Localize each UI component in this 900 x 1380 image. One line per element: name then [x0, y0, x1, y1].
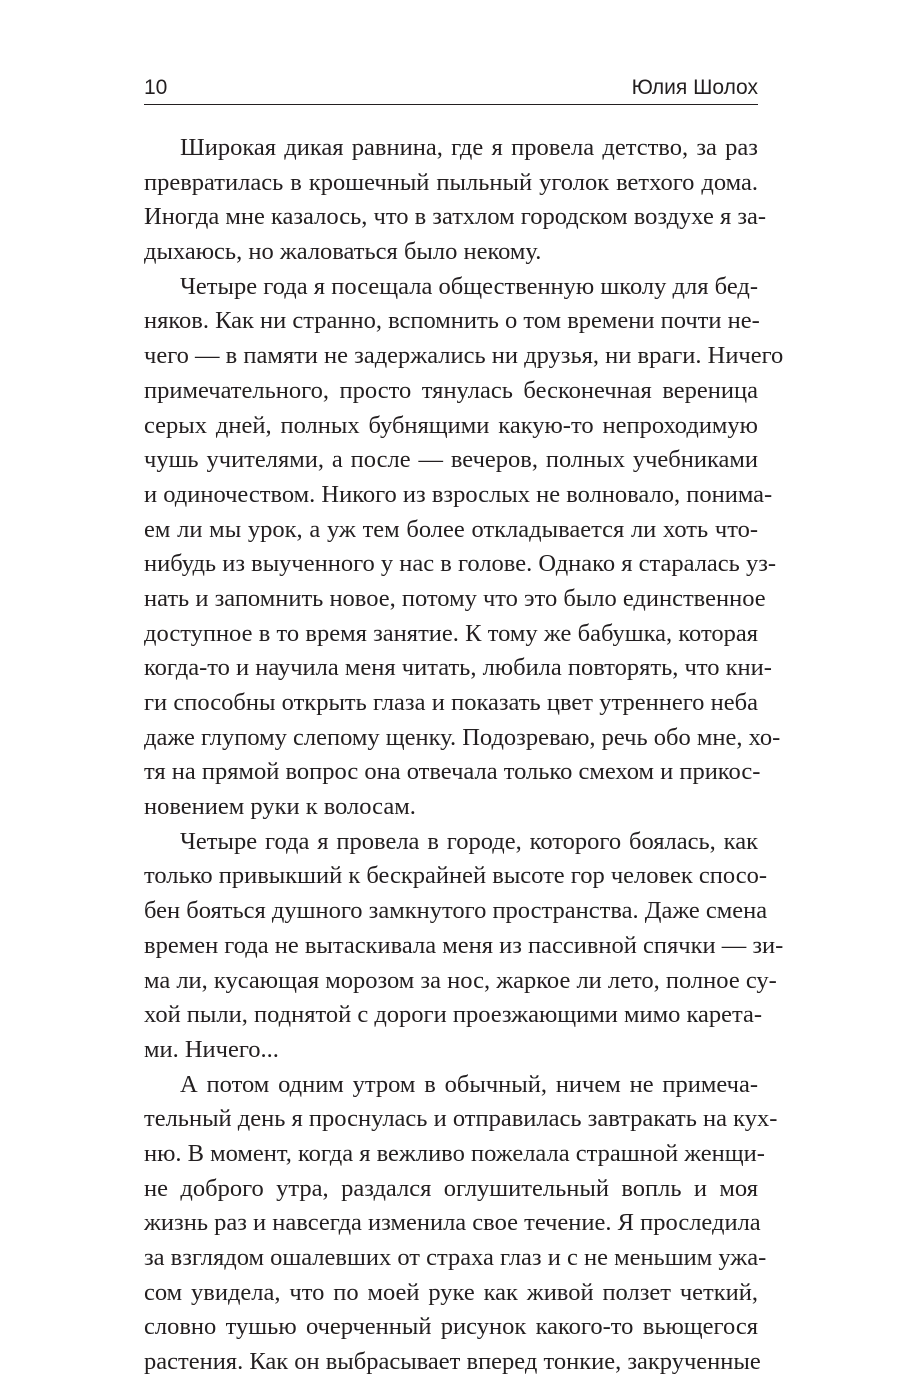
text-line: тя на прямой вопрос она отвечала только смехом и прикос- [144, 758, 761, 786]
text-line: тельный день я проснулась и отправилась завтракать на кух- [144, 1105, 778, 1133]
text-line: ми. Ничего... [144, 1035, 279, 1063]
text-line: чушь учителями, а после — вечеров, полных учебниками [144, 446, 758, 474]
paragraph [144, 1068, 778, 1380]
text-line: нать и запомнить новое, потому что это было единственное [144, 584, 766, 612]
page-number: 10 [144, 76, 168, 99]
text-line: серых дней, полных бубнящими какую-то непроходимую [144, 411, 758, 439]
text-line: ем ли мы урок, а уж тем более откладывается ли хоть что- [144, 515, 758, 543]
text-line: Четыре года я провела в городе, которого боялась, как [180, 827, 758, 855]
text-line: А потом одним утром в обычный, ничем не примеча- [180, 1070, 758, 1098]
paragraph [144, 131, 767, 270]
text-line: ню. В момент, когда я вежливо пожелала страшной женщи- [144, 1139, 765, 1167]
text-line: бен бояться душного замкнутого пространства. Даже смена [144, 897, 768, 925]
text-line: за взглядом ошалевших от страха глаз и с не меньшим ужа- [144, 1244, 767, 1271]
text-line: дыхаюсь, но жаловаться было некому. [144, 238, 542, 266]
text-line: Широкая дикая равнина, где я провела детство, за раз [180, 134, 758, 161]
text-line: доступное в то время занятие. К тому же бабушка, которая [144, 619, 758, 647]
text-line: Иногда мне казалось, что в затхлом городском воздухе я за- [144, 203, 767, 231]
text-line: когда-то и научила меня читать, любила повторять, что кни- [144, 654, 772, 682]
text-line: новением руки к волосам. [144, 793, 416, 821]
text-line: и одиночеством. Никого из взрослых не волновало, понима- [144, 480, 773, 508]
paragraph [144, 825, 784, 1068]
text-line: ма ли, кусающая морозом за нос, жаркое ли лето, полное су- [144, 966, 777, 994]
text-line: нибудь из выученного у нас в голове. Однако я старалась уз- [144, 550, 777, 578]
text-line: Четыре года я посещала общественную школу для бед- [180, 272, 758, 300]
text-line: времен года не вытаскивала меня из пассивной спячки — зи- [144, 931, 784, 959]
text-line: няков. Как ни странно, вспомнить о том времени почти не- [144, 307, 760, 335]
text-line: даже глупому слепому щенку. Подозреваю, речь обо мне, хо- [144, 723, 781, 751]
text-line: словно тушью очерченный рисунок какого-то вьющегося [144, 1313, 758, 1341]
running-header [144, 74, 758, 105]
text-line: сом увидела, что по моей руке как живой ползет четкий, [144, 1278, 758, 1306]
text-line: не доброго утра, раздался оглушительный вопль и моя [144, 1174, 758, 1202]
text-line: хой пыли, поднятой с дороги проезжающими мимо карета- [144, 1001, 763, 1029]
text-line: ги способны открыть глаза и показать цвет утреннего неба [144, 689, 758, 716]
text-line: чего — в памяти не задержались ни друзья, ни враги. Ничего [144, 342, 784, 370]
running-title: Юлия Шолох [631, 76, 758, 99]
text-line: только привыкший к бескрайней высоте гор человек спосо- [144, 862, 767, 890]
text-line: превратилась в крошечный пыльный уголок ветхого дома. [144, 168, 758, 196]
text-line: примечательного, просто тянулась бесконечная вереница [144, 376, 758, 404]
paragraph [144, 270, 784, 825]
text-line: жизнь раз и навсегда изменила свое течение. Я проследила [144, 1209, 761, 1237]
text-line: растения. Как он выбрасывает вперед тонкие, закрученные [144, 1348, 761, 1376]
body-text [144, 131, 784, 1380]
